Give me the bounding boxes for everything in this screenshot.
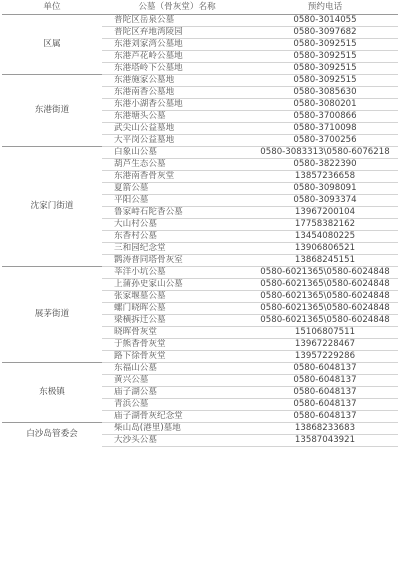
cemetery-name-cell: 东港南香骨灰堂	[102, 171, 252, 183]
unit-cell: 沈家门街道	[2, 147, 102, 267]
cemetery-name-cell: 大山村公墓	[102, 219, 252, 231]
cemetery-name-cell: 东港小湖香公墓地	[102, 99, 252, 111]
cemetery-name-cell: 于熊香骨灰堂	[102, 339, 252, 351]
phone-cell: 0580-6021365\0580-6024848	[252, 303, 398, 315]
cemetery-name-cell: 青浜公墓	[102, 399, 252, 411]
phone-cell: 17758382162	[252, 219, 398, 231]
phone-cell: 0580-3098091	[252, 183, 398, 195]
cemetery-name-cell: 普陀区岳泉公墓	[102, 15, 252, 27]
phone-cell: 0580-6021365\0580-6024848	[252, 315, 398, 327]
phone-cell: 0580-3080201	[252, 99, 398, 111]
cemetery-name-cell: 晓晖骨灰堂	[102, 327, 252, 339]
table-row	[2, 147, 398, 159]
phone-cell: 0580-3092515	[252, 39, 398, 51]
phone-cell: 13587043921	[252, 435, 398, 447]
cemetery-name-cell: 东香村公墓	[102, 231, 252, 243]
phone-cell: 0580-3093374	[252, 195, 398, 207]
phone-cell: 13868233683	[252, 423, 398, 435]
phone-cell: 0580-3700256	[252, 135, 398, 147]
phone-cell: 0580-3822390	[252, 159, 398, 171]
table-row	[2, 363, 398, 375]
cemetery-name-cell: 鲁家峙石陀香公墓	[102, 207, 252, 219]
phone-cell: 13906806521	[252, 243, 398, 255]
table-row	[2, 75, 398, 87]
cemetery-name-cell: 梁横拆迁公墓	[102, 315, 252, 327]
phone-cell: 0580-6048137	[252, 411, 398, 423]
phone-cell: 13967228467	[252, 339, 398, 351]
phone-cell: 0580-3700866	[252, 111, 398, 123]
cemetery-name-cell: 东港芦花岭公墓地	[102, 51, 252, 63]
table-row	[2, 267, 398, 279]
cemetery-name-cell: 东港南香公墓地	[102, 87, 252, 99]
cemetery-name-cell: 东港施家公墓地	[102, 75, 252, 87]
cemetery-name-cell: 东港塔岭下公墓地	[102, 63, 252, 75]
unit-cell: 白沙岛管委会	[2, 423, 102, 447]
cemetery-name-cell: 三和园纪念堂	[102, 243, 252, 255]
phone-cell: 13454080225	[252, 231, 398, 243]
cemetery-name-cell: 东港刘家湾公墓地	[102, 39, 252, 51]
table-body	[2, 15, 398, 447]
unit-cell: 区属	[2, 15, 102, 75]
header-name: 公墓（骨灰堂）名称	[102, 0, 252, 15]
phone-cell: 0580-6048137	[252, 399, 398, 411]
cemetery-name-cell: 鹮涛普同塔骨灰室	[102, 255, 252, 267]
cemetery-name-cell: 葫芦生态公墓	[102, 159, 252, 171]
cemetery-name-cell: 东港塘头公墓	[102, 111, 252, 123]
phone-cell: 13967200104	[252, 207, 398, 219]
cemetery-name-cell: 柴山岛(港里)墓地	[102, 423, 252, 435]
cemetery-name-cell: 螺门晓晖公墓	[102, 303, 252, 315]
phone-cell: 0580-3710098	[252, 123, 398, 135]
cemetery-table-sheet	[2, 0, 398, 447]
cemetery-name-cell: 黄兴公墓	[102, 375, 252, 387]
phone-cell: 0580-6021365\0580-6024848	[252, 267, 398, 279]
phone-cell: 13868245151	[252, 255, 398, 267]
cemetery-name-cell: 庙子湖公墓	[102, 387, 252, 399]
phone-cell: 0580-3092515	[252, 51, 398, 63]
unit-cell: 东港街道	[2, 75, 102, 147]
cemetery-name-cell: 大沙头公墓	[102, 435, 252, 447]
cemetery-name-cell: 夏箭公墓	[102, 183, 252, 195]
header-unit: 单位	[2, 0, 102, 15]
cemetery-name-cell: 普陀区弃地湾陵园	[102, 27, 252, 39]
phone-cell: 0580-6048137	[252, 387, 398, 399]
table-row	[2, 423, 398, 435]
cemetery-name-cell: 东福山公墓	[102, 363, 252, 375]
header-row	[2, 0, 398, 15]
phone-cell: 0580-6021365\0580-6024848	[252, 291, 398, 303]
table-row	[2, 15, 398, 27]
unit-cell: 展茅街道	[2, 267, 102, 363]
phone-cell: 0580-3014055	[252, 15, 398, 27]
cemetery-name-cell: 平阳公墓	[102, 195, 252, 207]
cemetery-name-cell: 大平岗公益墓地	[102, 135, 252, 147]
cemetery-name-cell: 庙子湖骨灰纪念堂	[102, 411, 252, 423]
cemetery-name-cell: 张家堰墓公墓	[102, 291, 252, 303]
phone-cell: 13957229286	[252, 351, 398, 363]
phone-cell: 13857236658	[252, 171, 398, 183]
phone-cell: 15106807511	[252, 327, 398, 339]
cemetery-table	[2, 0, 398, 447]
unit-cell: 东极镇	[2, 363, 102, 423]
phone-cell: 0580-3083313\0580-6076218	[252, 147, 398, 159]
cemetery-name-cell: 莘洋小坑公墓	[102, 267, 252, 279]
phone-cell: 0580-3092515	[252, 75, 398, 87]
phone-cell: 0580-3097682	[252, 27, 398, 39]
phone-cell: 0580-3092515	[252, 63, 398, 75]
phone-cell: 0580-3085630	[252, 87, 398, 99]
cemetery-name-cell: 路下徐骨灰堂	[102, 351, 252, 363]
phone-cell: 0580-6048137	[252, 363, 398, 375]
cemetery-name-cell: 白象山公墓	[102, 147, 252, 159]
cemetery-name-cell: 上蒲孙史家山公墓	[102, 279, 252, 291]
phone-cell: 0580-6021365\0580-6024848	[252, 279, 398, 291]
cemetery-name-cell: 武尖山公益墓地	[102, 123, 252, 135]
header-phone: 预约电话	[252, 0, 398, 15]
phone-cell: 0580-6048137	[252, 375, 398, 387]
